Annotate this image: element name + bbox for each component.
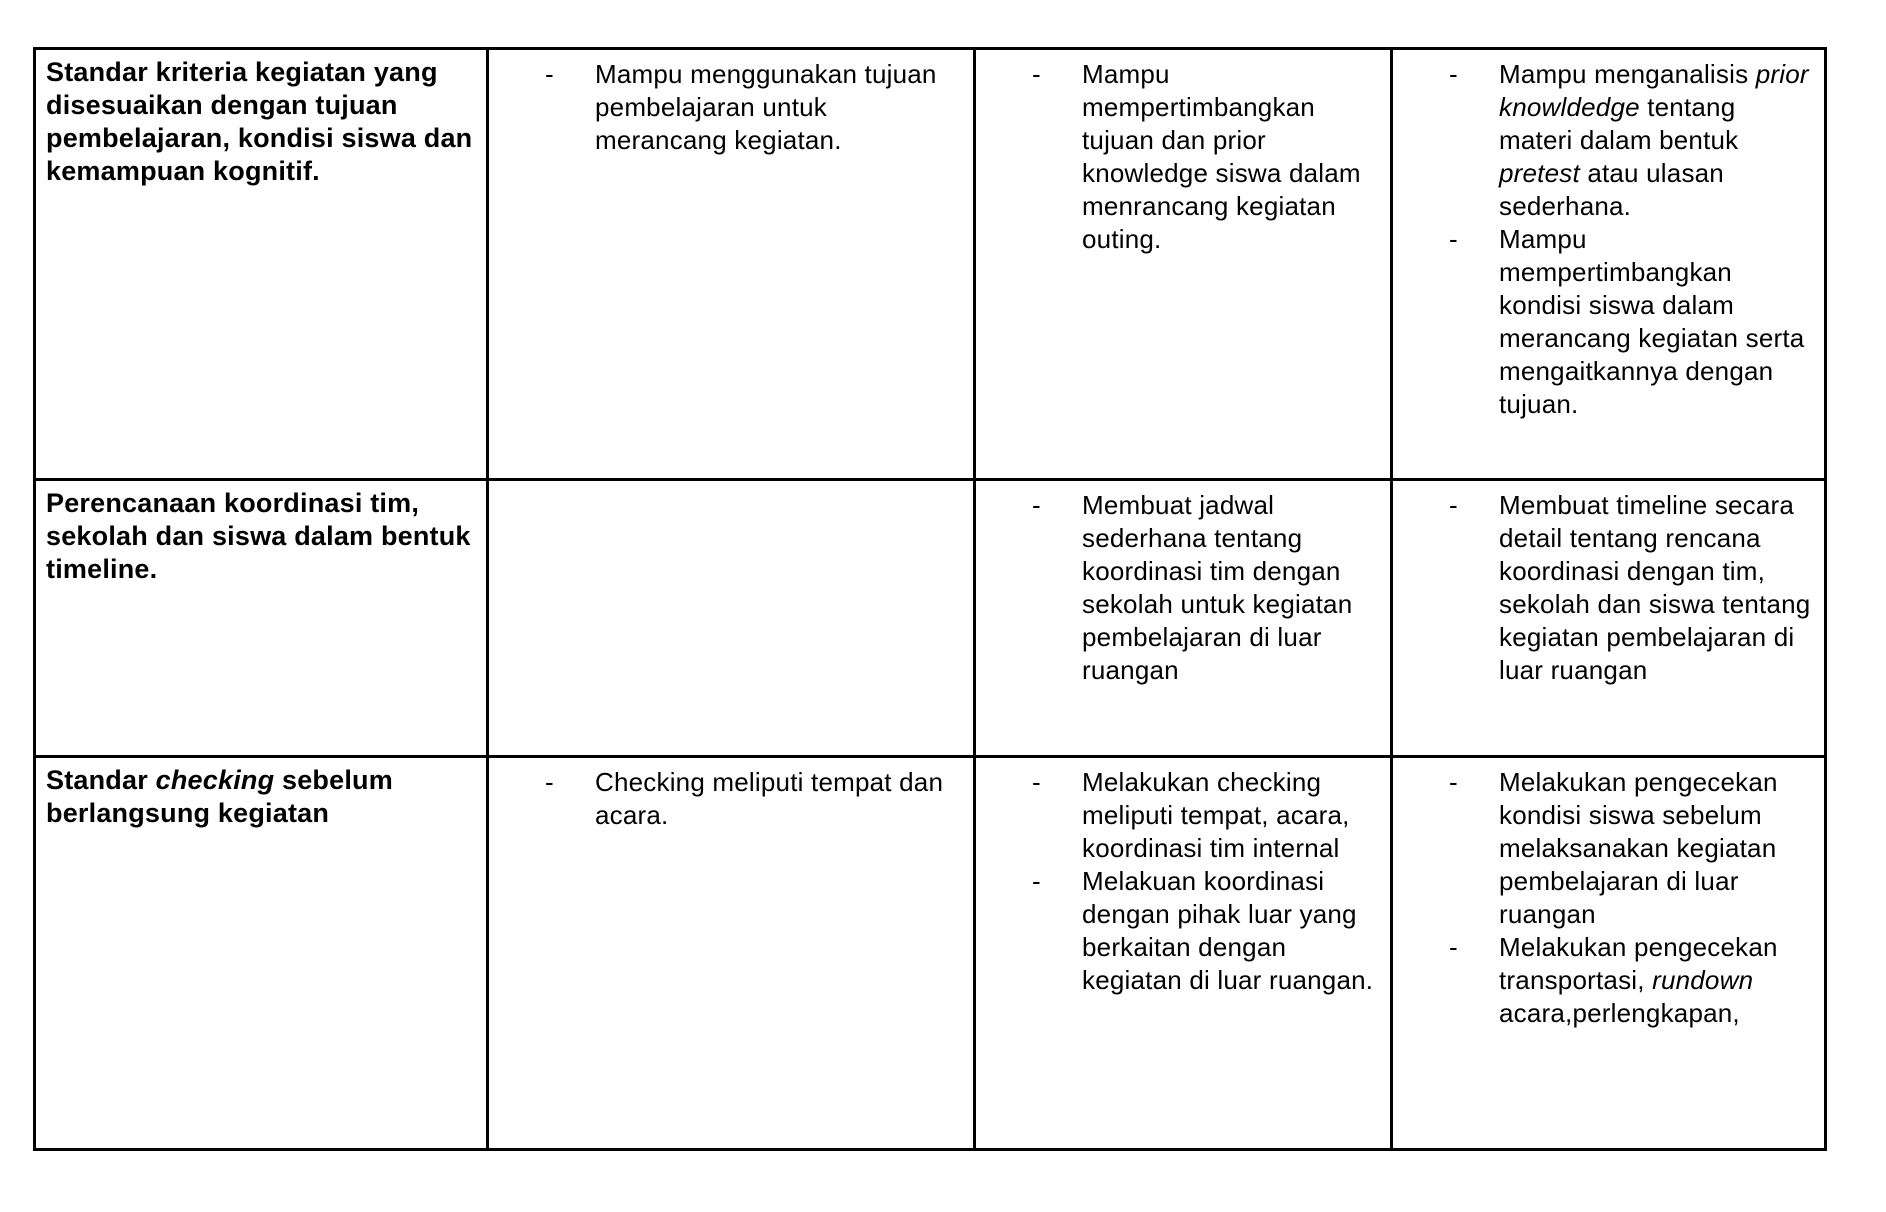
bullet-item	[976, 758, 1390, 865]
text-run: tentang materi dalam bentuk	[1499, 92, 1739, 155]
text-run: Membuat timeline secara detail tentang rencana koordinasi dengan tim, sekolah dan siswa tentang kegiatan pembelajaran di luar ruangan	[1499, 490, 1811, 685]
cell-r2-c1	[35, 480, 488, 757]
text-run: atau ulasan sederhana.	[1499, 158, 1724, 221]
text-run: Perencanaan koordinasi tim, sekolah dan siswa dalam bentuk timeline.	[46, 488, 471, 584]
bullet-dash: -	[545, 767, 554, 797]
bullet-text	[1082, 766, 1378, 865]
text-run: Melakuan koordinasi dengan pihak luar yang berkaitan dengan kegiatan di luar ruangan.	[1082, 866, 1374, 995]
text-run: Melakukan checking meliputi tempat, acara, koordinasi tim internal	[1082, 767, 1350, 863]
criteria-heading	[36, 481, 486, 586]
cell-r2-c4	[1392, 480, 1826, 757]
bullet-item	[1393, 223, 1824, 421]
table-row-2	[35, 480, 1826, 757]
text-run: Mampu mempertimbangkan kondisi siswa dalam merancang kegiatan serta mengaitkannya dengan tujuan.	[1499, 224, 1805, 419]
text-run: Membuat jadwal sederhana tentang koordinasi tim dengan sekolah untuk kegiatan pembelajaran di luar ruangan	[1082, 490, 1353, 685]
table-row-1	[35, 49, 1826, 480]
criteria-heading	[36, 758, 486, 830]
cell-r2-c2	[488, 480, 975, 757]
bullet-text	[1499, 766, 1812, 931]
table-body	[35, 49, 1826, 1150]
bullet-text	[1082, 865, 1378, 997]
table-row-3	[35, 757, 1826, 1150]
cell-r1-c1	[35, 49, 488, 480]
text-run: sebelum berlangsung kegiatan	[46, 765, 393, 828]
text-run: Standar	[46, 765, 156, 795]
bullet-text	[1499, 489, 1812, 687]
bullet-text	[595, 766, 961, 832]
bullet-dash: -	[1449, 59, 1458, 89]
cell-r1-c4	[1392, 49, 1826, 480]
bullet-text	[1499, 931, 1812, 1030]
text-run: Mampu menganalisis	[1499, 59, 1756, 89]
bullet-item	[1393, 931, 1824, 1030]
cell-r1-c2	[488, 49, 975, 480]
text-run: Mampu mempertimbangkan tujuan dan prior knowledge siswa dalam menrancang kegiatan outing.	[1082, 59, 1361, 254]
bullet-item	[1393, 50, 1824, 223]
text-run: Mampu menggunakan tujuan pembelajaran untuk merancang kegiatan.	[595, 59, 937, 155]
cell-r2-c3	[975, 480, 1392, 757]
cell-r3-c1	[35, 757, 488, 1150]
bullet-dash: -	[1449, 767, 1458, 797]
italic-text-run: checking	[155, 765, 275, 795]
bullet-dash: -	[1032, 490, 1041, 520]
bullet-text	[1082, 58, 1378, 256]
italic-text-run: rundown	[1652, 965, 1754, 995]
text-run: Checking meliputi tempat dan acara.	[595, 767, 944, 830]
bullet-text	[1082, 489, 1378, 687]
text-run: Melakukan pengecekan transportasi,	[1499, 932, 1778, 995]
bullet-text	[595, 58, 961, 157]
bullet-dash: -	[1449, 224, 1458, 254]
cell-r1-c3	[975, 49, 1392, 480]
bullet-item	[1393, 481, 1824, 687]
cell-r3-c4	[1392, 757, 1826, 1150]
bullet-dash: -	[1032, 59, 1041, 89]
text-run: Melakukan pengecekan kondisi siswa sebelum melaksanakan kegiatan pembelajaran di luar ruangan	[1499, 767, 1778, 929]
bullet-item	[976, 481, 1390, 687]
cell-r3-c3	[975, 757, 1392, 1150]
text-run: Standar kriteria kegiatan yang disesuaikan dengan tujuan pembelajaran, kondisi siswa dan kemampuan kognitif.	[46, 57, 473, 186]
bullet-dash: -	[1032, 866, 1041, 896]
bullet-dash: -	[1449, 932, 1458, 962]
cell-r3-c2	[488, 757, 975, 1150]
bullet-dash: -	[1449, 490, 1458, 520]
bullet-dash: -	[1032, 767, 1041, 797]
bullet-item	[489, 50, 973, 157]
italic-text-run: pretest	[1499, 158, 1580, 188]
bullet-text	[1499, 223, 1812, 421]
italic-text-run: prior knowldedge	[1499, 59, 1809, 122]
bullet-dash: -	[545, 59, 554, 89]
bullet-item	[976, 50, 1390, 256]
bullet-item	[1393, 758, 1824, 931]
bullet-item	[489, 758, 973, 832]
bullet-text	[1499, 58, 1812, 223]
bullet-item	[976, 865, 1390, 997]
text-run: acara,perlengkapan,	[1499, 998, 1740, 1028]
criteria-heading	[36, 50, 486, 188]
rubric-table	[33, 47, 1827, 1151]
